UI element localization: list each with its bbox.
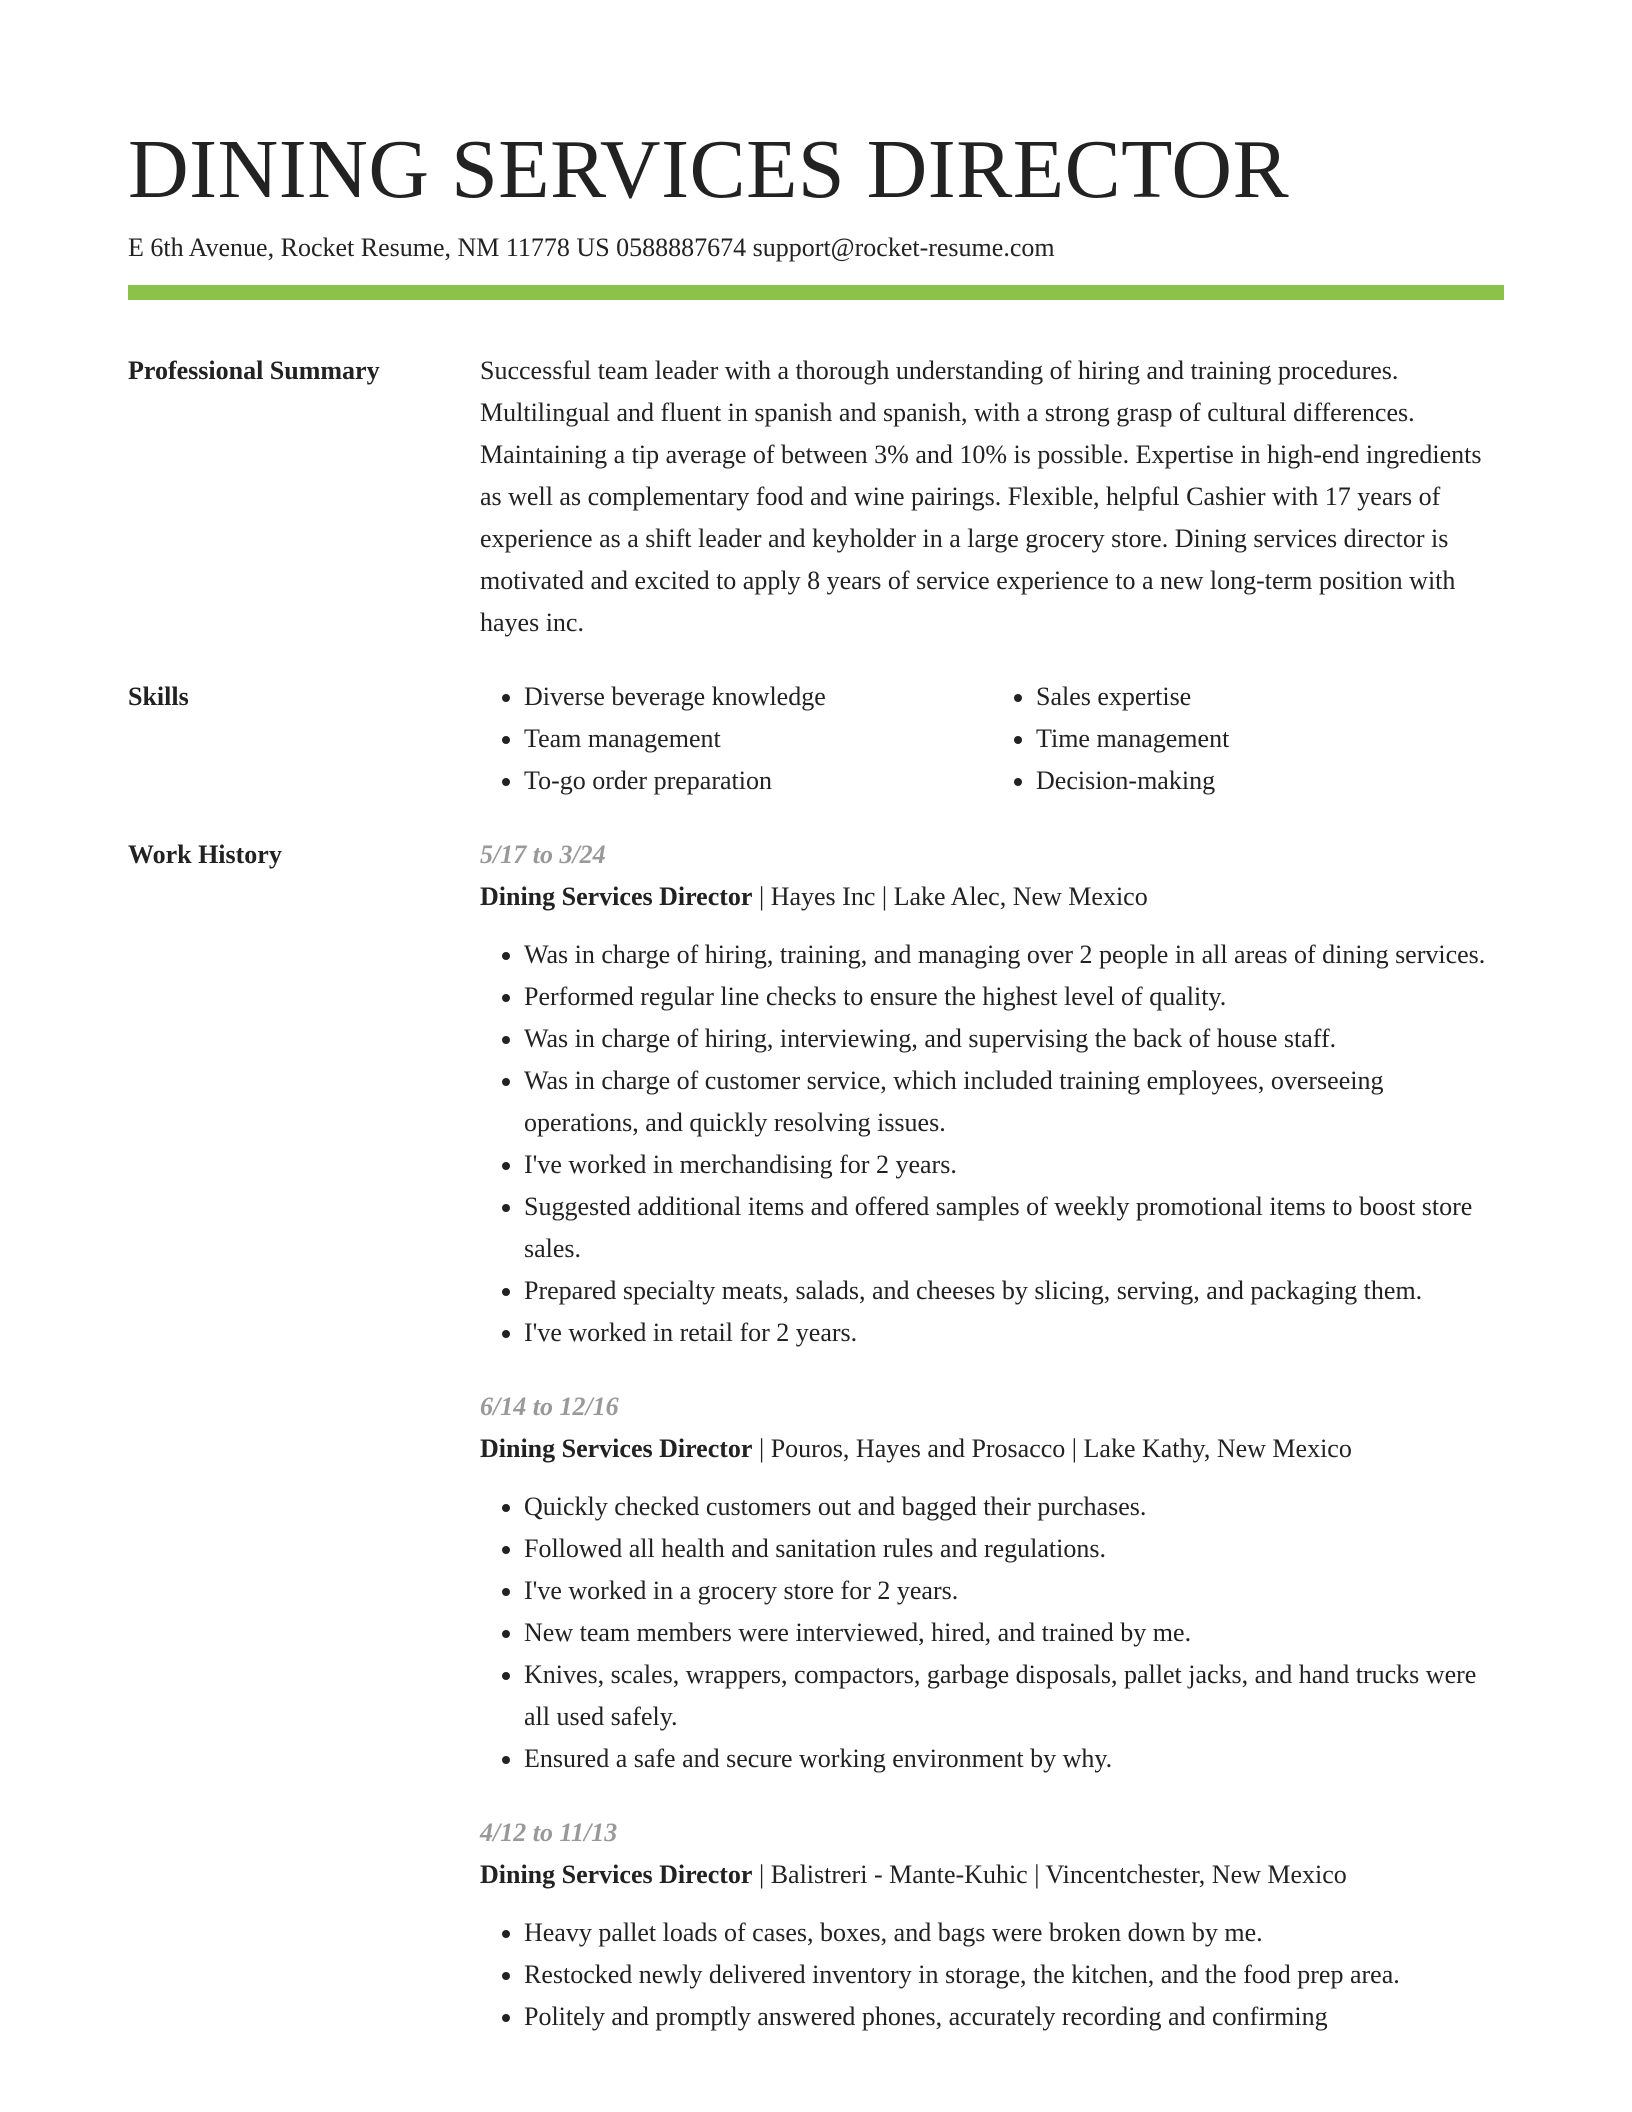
job-title: Dining Services Director	[480, 882, 753, 911]
separator: |	[1065, 1434, 1084, 1463]
work-history-heading: Work History	[128, 840, 282, 869]
job-bullet: • I've worked in retail for 2 years.	[524, 1312, 1504, 1354]
job-entry	[480, 1812, 1504, 2038]
job-company: Pouros, Hayes and Prosacco	[770, 1434, 1066, 1463]
job-dates: 5/17 to 3/24	[480, 840, 606, 869]
skill-item: • Decision-making	[1036, 760, 1504, 802]
job-bullets	[480, 1912, 1504, 2038]
job-bullet: • Heavy pallet loads of cases, boxes, and bags were broken down by me.	[524, 1912, 1504, 1954]
job-bullet: • I've worked in a grocery store for 2 years.	[524, 1570, 1504, 1612]
job-bullet: • Politely and promptly answered phones, accurately recording and confirming	[524, 1996, 1504, 2038]
job-company: Balistreri - Mante-Kuhic	[770, 1860, 1028, 1889]
separator: |	[1027, 1860, 1046, 1889]
job-bullet: • Suggested additional items and offered samples of weekly promotional items to boost store sales.	[524, 1186, 1504, 1270]
separator: |	[752, 1434, 771, 1463]
separator: |	[752, 882, 771, 911]
separator: |	[875, 882, 894, 911]
job-bullet: • Followed all health and sanitation rules and regulations.	[524, 1528, 1504, 1570]
work-history-section	[128, 834, 1504, 2070]
job-bullet: • Performed regular line checks to ensure the highest level of quality.	[524, 976, 1504, 1018]
summary-text: Successful team leader with a thorough understanding of hiring and training procedures. Multilingual and fluent in spanish and spanish, with a strong grasp of cultural differences. Maintaining a tip average of between 3% and 10% is possible. Expertise in high-end ingredients as well as complementary food and wine pairings. Flexible, helpful Cashier with 17 years of experience as a shift leader and keyholder in a large grocery store. Dining services director is motivated and excited to apply 8 years of service experience to a new long-term position with hayes inc.	[480, 356, 1482, 637]
skill-item: • Sales expertise	[1036, 676, 1504, 718]
job-location: Lake Alec, New Mexico	[893, 882, 1148, 911]
resume-page	[128, 0, 1504, 2070]
accent-divider	[128, 285, 1504, 300]
work-history-list	[480, 834, 1504, 2070]
contact-line: E 6th Avenue, Rocket Resume, NM 11778 US 0588887674 support@rocket-resume.com	[128, 233, 1055, 262]
job-heading	[480, 1854, 1504, 1896]
job-title: Dining Services Director	[480, 1434, 753, 1463]
skill-item: • Team management	[524, 718, 992, 760]
job-bullets	[480, 1486, 1504, 1780]
job-title: Dining Services Director	[480, 1860, 753, 1889]
summary-heading: Professional Summary	[128, 356, 380, 385]
job-bullets	[480, 934, 1504, 1354]
resume-title: DINING SERVICES DIRECTOR	[128, 123, 1290, 216]
job-bullet: • Was in charge of customer service, which included training employees, overseeing operations, and quickly resolving issues.	[524, 1060, 1504, 1144]
job-bullet: • New team members were interviewed, hired, and trained by me.	[524, 1612, 1504, 1654]
job-bullet: • Knives, scales, wrappers, compactors, garbage disposals, pallet jacks, and hand trucks were all used safely.	[524, 1654, 1504, 1738]
summary-section	[128, 350, 1504, 644]
job-bullet: • Was in charge of hiring, training, and managing over 2 people in all areas of dining services.	[524, 934, 1504, 976]
job-company: Hayes Inc	[770, 882, 876, 911]
job-location: Vincentchester, New Mexico	[1045, 1860, 1347, 1889]
job-bullet: • Ensured a safe and secure working environment by why.	[524, 1738, 1504, 1780]
skills-grid	[480, 676, 1504, 802]
job-dates: 4/12 to 11/13	[480, 1818, 618, 1847]
job-heading	[480, 1428, 1504, 1470]
job-location: Lake Kathy, New Mexico	[1083, 1434, 1352, 1463]
skills-section	[128, 676, 1504, 802]
job-bullet: • Was in charge of hiring, interviewing, and supervising the back of house staff.	[524, 1018, 1504, 1060]
job-dates: 6/14 to 12/16	[480, 1392, 619, 1421]
skills-heading: Skills	[128, 682, 189, 711]
separator: |	[752, 1860, 771, 1889]
job-heading	[480, 876, 1504, 918]
skills-list-right	[992, 676, 1504, 802]
skill-item: • To-go order preparation	[524, 760, 992, 802]
job-bullet: • Quickly checked customers out and bagged their purchases.	[524, 1486, 1504, 1528]
skills-list-left	[480, 676, 992, 802]
job-entry	[480, 834, 1504, 1354]
job-bullet: • Prepared specialty meats, salads, and cheeses by slicing, serving, and packaging them.	[524, 1270, 1504, 1312]
skill-item: • Time management	[1036, 718, 1504, 760]
job-bullet: • I've worked in merchandising for 2 years.	[524, 1144, 1504, 1186]
job-entry	[480, 1386, 1504, 1780]
job-bullet: • Restocked newly delivered inventory in storage, the kitchen, and the food prep area.	[524, 1954, 1504, 1996]
skill-item: • Diverse beverage knowledge	[524, 676, 992, 718]
